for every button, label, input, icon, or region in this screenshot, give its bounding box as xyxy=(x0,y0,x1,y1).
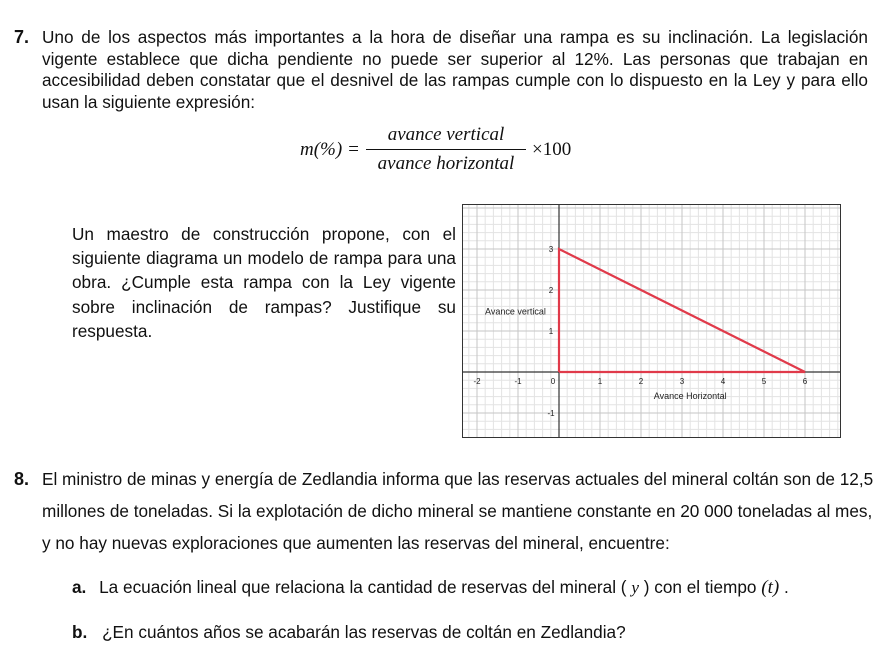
y-tick-label: 1 xyxy=(548,327,554,336)
item-a-text-before: La ecuación lineal que relaciona la cantidad de reservas del mineral ( xyxy=(99,577,627,597)
formula-multiplier: ×100 xyxy=(532,139,572,160)
item-a-var-t: (t) xyxy=(761,577,780,598)
x-tick-label: 4 xyxy=(720,377,726,386)
question-8-item-a xyxy=(72,577,789,599)
ramp-chart-svg xyxy=(463,205,840,437)
y-tick-label: 3 xyxy=(548,245,554,254)
ramp-diagram xyxy=(462,204,841,438)
question-7-number: 7. xyxy=(14,27,30,47)
formula-lhs: m(%) = xyxy=(300,139,360,160)
item-a-label: a. xyxy=(72,577,87,597)
item-a-text-mid: ) con el tiempo xyxy=(643,577,757,597)
y-axis-label: Avance vertical xyxy=(485,306,546,317)
formula-denominator: avance horizontal xyxy=(377,153,515,175)
y-tick-label: -1 xyxy=(547,409,555,418)
item-a-text-after: . xyxy=(783,577,789,597)
question-8-number: 8. xyxy=(14,469,30,489)
x-tick-label: 6 xyxy=(802,377,808,386)
question-7-prompt: Un maestro de construcción propone, con el siguiente diagrama un modelo de rampa para una obra. ¿Cumple esta rampa con la Ley vigente sobre inclinación de rampas? Justifique su respuesta. xyxy=(72,224,456,341)
item-a-var-y: y xyxy=(631,578,639,597)
x-tick-label: 0 xyxy=(550,377,556,386)
x-tick-label: -2 xyxy=(473,377,481,386)
x-tick-label: -1 xyxy=(514,377,522,386)
x-tick-label: 3 xyxy=(679,377,685,386)
item-b-text: ¿En cuántos años se acabarán las reservas de coltán en Zedlandia? xyxy=(102,622,626,642)
x-tick-label: 5 xyxy=(761,377,767,386)
x-tick-label: 1 xyxy=(597,377,603,386)
x-axis-label: Avance Horizontal xyxy=(653,391,727,401)
x-tick-label: 2 xyxy=(638,377,644,386)
question-7-text: Uno de los aspectos más importantes a la hora de diseñar una rampa es su inclinación. La legislación vigente establece que dicha pendiente no puede ser superior al 12%. Las personas que trabajan en accesibilidad deben constatar que el desnivel de las rampas cumple con lo dispuesto en la Ley y para ello usan la siguiente expresión: xyxy=(42,27,868,112)
question-8-item-b xyxy=(72,622,626,643)
y-tick-label: 2 xyxy=(548,286,554,295)
formula-numerator: avance vertical xyxy=(387,124,505,145)
question-8-text: El ministro de minas y energía de Zedlandia informa que las reservas actuales del mineral coltán son de 12,5 millones de toneladas. Si la explotación de dicho mineral se mantiene constante en 20 000 toneladas al mes, y no hay nuevas exploraciones que aumenten las reservas del mineral, encuentre: xyxy=(42,469,874,553)
formula-fraction xyxy=(366,124,526,175)
slope-formula xyxy=(300,124,620,180)
item-b-label: b. xyxy=(72,622,88,642)
